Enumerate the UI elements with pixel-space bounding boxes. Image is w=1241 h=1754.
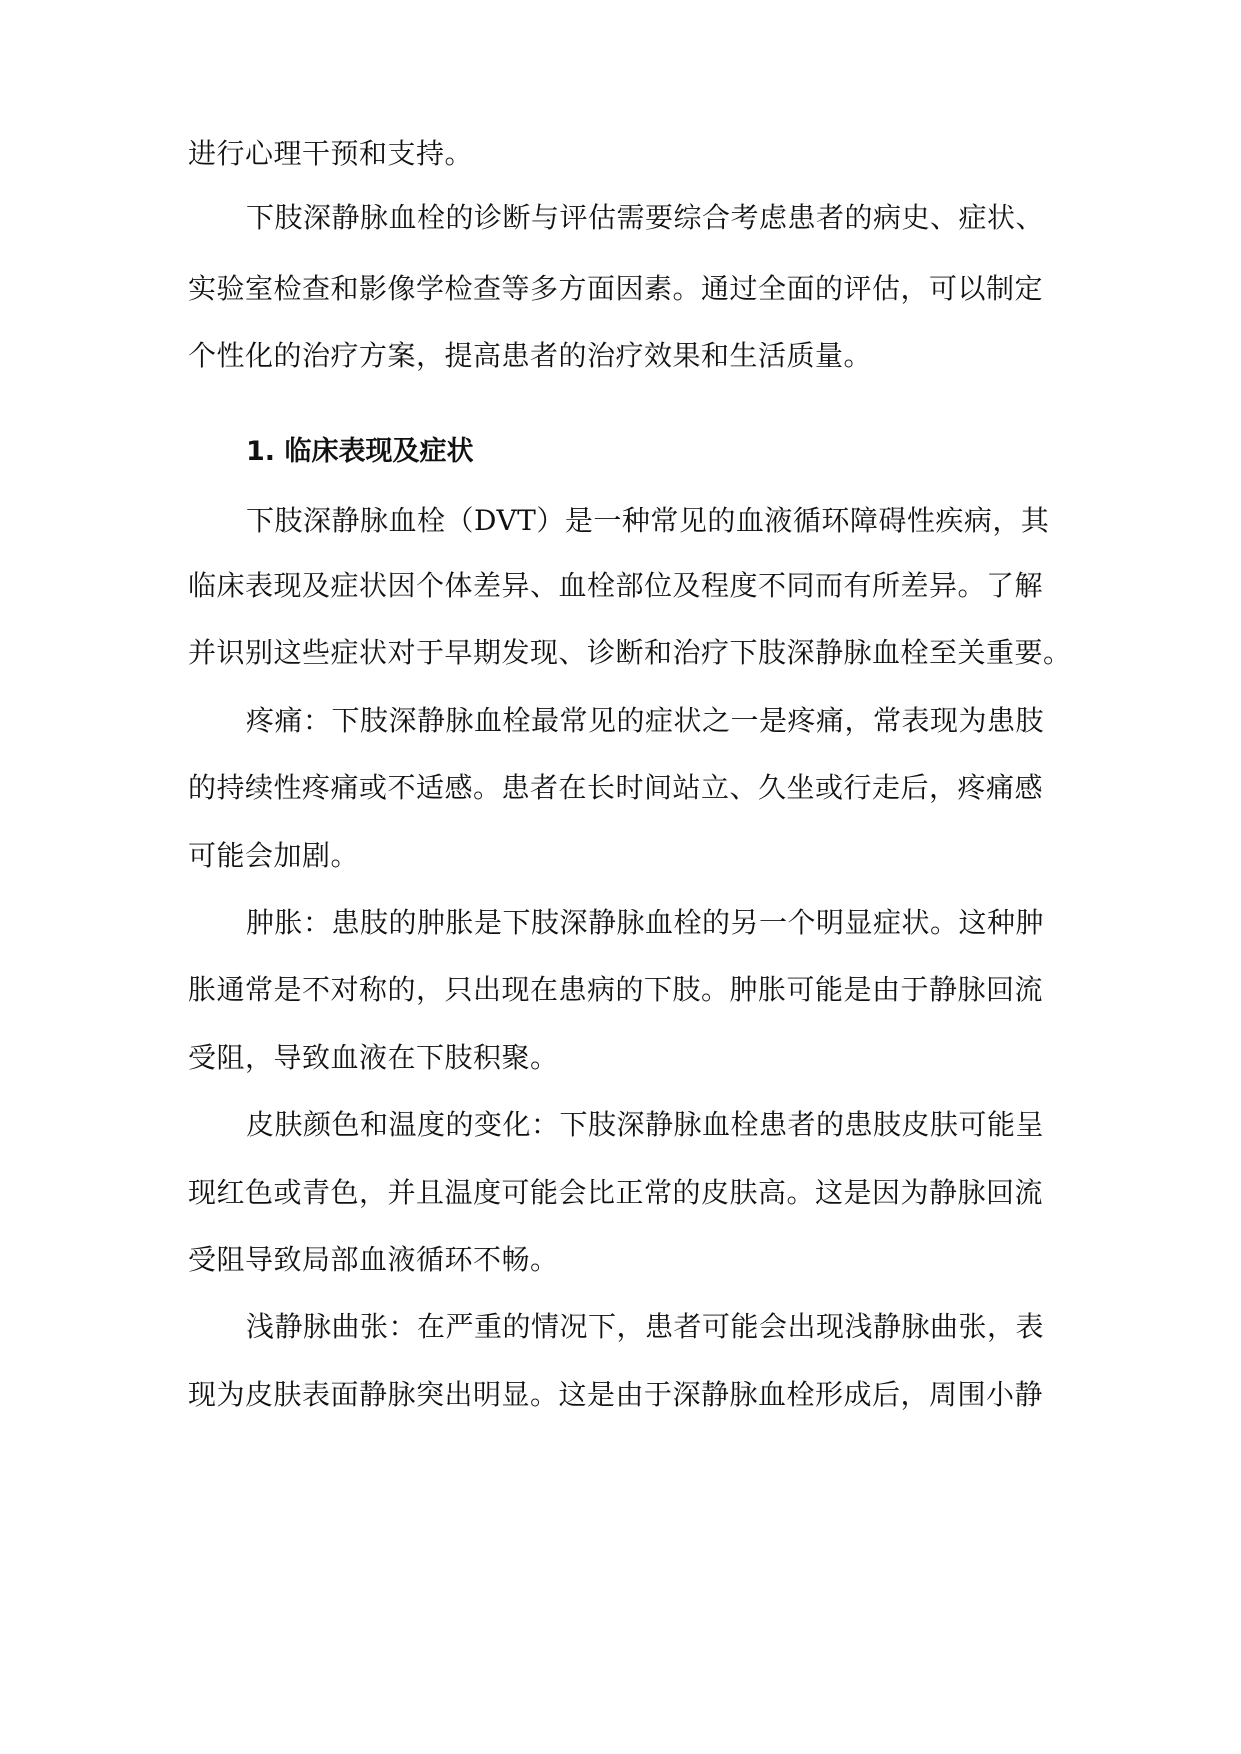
paragraph-line: 皮肤颜色和温度的变化：下肢深静脉血栓患者的患肢皮肤可能呈 (246, 1108, 1045, 1141)
paragraph-line: 肿胀：患肢的肿胀是下肢深静脉血栓的另一个明显症状。这种肿 (246, 906, 1045, 939)
paragraph-line: 浅静脉曲张：在严重的情况下，患者可能会出现浅静脉曲张，表 (246, 1310, 1045, 1343)
paragraph-line: 胀通常是不对称的，只出现在患病的下肢。肿胀可能是由于静脉回流 (188, 973, 1044, 1006)
paragraph-line: 临床表现及症状因个体差异、血栓部位及程度不同而有所差异。了解 (188, 569, 1044, 602)
paragraph-line: 受阻，导致血液在下肢积聚。 (188, 1041, 559, 1074)
paragraph-line: 进行心理干预和支持。 (188, 137, 474, 170)
paragraph-line: 疼痛：下肢深静脉血栓最常见的症状之一是疼痛，常表现为患肢 (246, 704, 1045, 737)
paragraph-line: 下肢深静脉血栓的诊断与评估需要综合考虑患者的病史、症状、 (246, 201, 1045, 234)
paragraph-line: 个性化的治疗方案，提高患者的治疗效果和生活质量。 (188, 339, 873, 372)
paragraph-line: 实验室检查和影像学检查等多方面因素。通过全面的评估，可以制定 (188, 272, 1044, 305)
section-heading: 1. 临床表现及症状 (246, 436, 474, 467)
paragraph-line: 下肢深静脉血栓（DVT）是一种常见的血液循环障碍性疾病，其 (246, 504, 1050, 537)
paragraph-line: 现红色或青色，并且温度可能会比正常的皮肤高。这是因为静脉回流 (188, 1176, 1044, 1209)
paragraph-line: 并识别这些症状对于早期发现、诊断和治疗下肢深静脉血栓至关重要。 (188, 636, 1072, 669)
paragraph-line: 的持续性疼痛或不适感。患者在长时间站立、久坐或行走后，疼痛感 (188, 771, 1044, 804)
paragraph-line: 受阻导致局部血液循环不畅。 (188, 1243, 559, 1276)
paragraph-line: 可能会加剧。 (188, 839, 360, 872)
paragraph-line: 现为皮肤表面静脉突出明显。这是由于深静脉血栓形成后，周围小静 (188, 1378, 1044, 1411)
